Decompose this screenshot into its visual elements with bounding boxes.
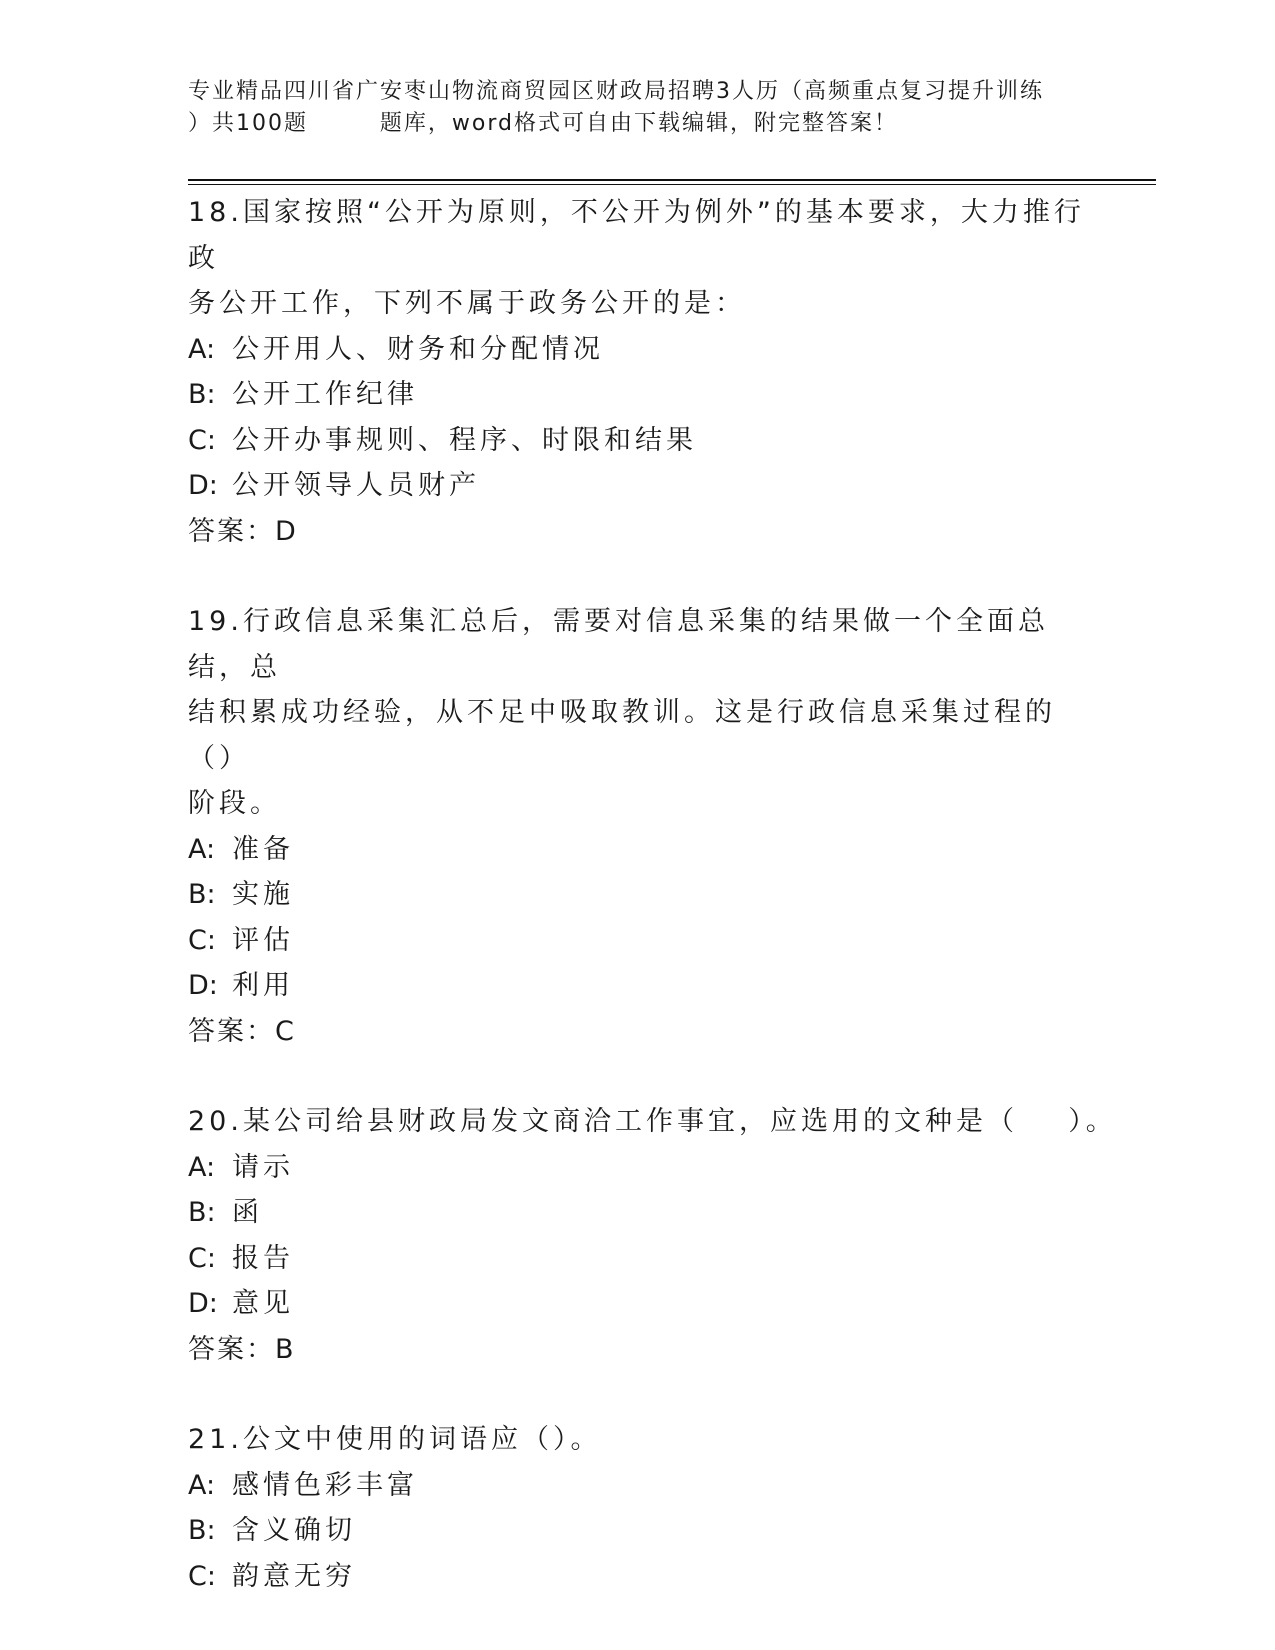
option-letter: A: [188, 1469, 216, 1501]
option-b [188, 1190, 1088, 1236]
option-letter: D: [188, 1288, 218, 1319]
question-text-line: 务公开工作，下列不属于政务公开的是： [188, 288, 746, 319]
option-c [188, 418, 1088, 464]
option-d [188, 463, 1088, 509]
option-c [188, 1554, 1088, 1600]
option-b [188, 1508, 1088, 1554]
header-divider-thin [188, 184, 1156, 185]
option-c [188, 1236, 1088, 1282]
option-text: 感情色彩丰富 [232, 1469, 418, 1501]
option-letter: A: [188, 833, 216, 865]
answer-line: 答案：D [188, 515, 298, 547]
option-letter: D: [188, 470, 218, 501]
header-divider-thick [188, 179, 1156, 181]
question-20 [188, 1099, 1117, 1372]
question-21 [188, 1417, 1088, 1599]
option-letter: B: [188, 1515, 216, 1546]
question-spacer [188, 554, 1088, 599]
option-text: 评估 [232, 924, 294, 956]
question-spacer [188, 1372, 1088, 1417]
option-text: 利用 [232, 970, 294, 1001]
option-letter: C: [188, 424, 216, 456]
question-spacer [188, 1054, 1088, 1099]
option-c [188, 918, 1088, 964]
question-text-line: 阶段。 [188, 788, 281, 819]
option-a [188, 1145, 1088, 1191]
option-text: 报告 [232, 1242, 294, 1274]
header-title-line2: ）共100题 题库，word格式可自由下载编辑，附完整答案！ [188, 111, 899, 136]
option-letter: C: [188, 1242, 216, 1274]
question-18 [188, 190, 1088, 554]
option-letter: C: [188, 1560, 216, 1592]
page-header [188, 76, 1148, 140]
question-text-line: 21.公文中使用的词语应（）。 [188, 1424, 602, 1455]
option-letter: A: [188, 333, 216, 365]
option-b [188, 872, 1088, 918]
option-letter: B: [188, 879, 216, 910]
question-19 [188, 599, 1088, 1054]
option-text: 韵意无穷 [232, 1560, 356, 1592]
option-letter: B: [188, 1197, 216, 1228]
option-letter: C: [188, 924, 216, 956]
question-text-line: 18.国家按照“公开为原则，不公开为例外”的基本要求，大力推行政 [188, 197, 1085, 274]
option-text: 准备 [232, 833, 294, 865]
option-text: 意见 [232, 1288, 294, 1319]
question-list [188, 190, 1117, 1599]
option-b [188, 372, 1088, 418]
question-text-line: 20.某公司给县财政局发文商洽工作事宜，应选用的文种是（ ）。 [188, 1106, 1117, 1137]
question-text-line: 19.行政信息采集汇总后，需要对信息采集的结果做一个全面总结，总 [188, 606, 1049, 683]
option-a [188, 327, 1088, 373]
header-title-line1: 专业精品四川省广安枣山物流商贸园区财政局招聘3人历（高频重点复习提升训练 [188, 79, 1044, 104]
option-text: 公开办事规则、程序、时限和结果 [232, 424, 697, 456]
option-text: 函 [232, 1197, 263, 1228]
option-d [188, 1281, 1088, 1327]
option-letter: A: [188, 1151, 216, 1183]
option-a [188, 827, 1088, 873]
option-text: 公开领导人员财产 [232, 470, 480, 501]
option-a [188, 1463, 1088, 1509]
option-text: 请示 [232, 1151, 294, 1183]
option-letter: D: [188, 970, 218, 1001]
option-letter: B: [188, 379, 216, 410]
option-d [188, 963, 1088, 1009]
option-text: 公开工作纪律 [232, 379, 418, 410]
question-text-line: 结积累成功经验，从不足中吸取教训。这是行政信息采集过程的（） [188, 697, 1056, 774]
option-text: 实施 [232, 879, 294, 910]
option-text: 公开用人、财务和分配情况 [232, 333, 604, 365]
option-text: 含义确切 [232, 1515, 356, 1546]
answer-line: 答案：C [188, 1015, 296, 1047]
answer-line: 答案：B [188, 1333, 296, 1365]
